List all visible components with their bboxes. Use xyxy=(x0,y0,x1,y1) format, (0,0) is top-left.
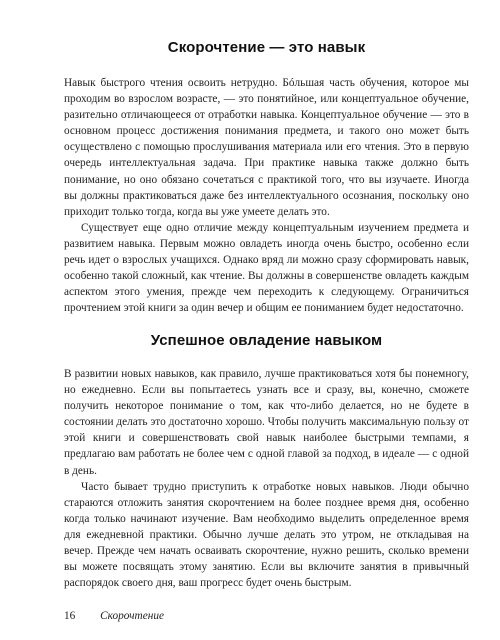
section-body-1 xyxy=(64,75,469,316)
section-body-2 xyxy=(64,366,469,591)
paragraph: Навык быстрого чтения освоить нетрудно. Бóльшая часть обучения, которое мы проходим во взрослом возрасте, — это понятийное, или концептуальное обучение, разительно отличающееся от отработки навыка. Концептуальное обучение — это в основном процесс достижения понимания предмета, и такого оно может быть осуществлено с помощью прослушивания материала или его чтения. Это в первую очередь интеллектуальная задача. При практике навыка также должно быть понимание, но оно обязано сочетаться с практикой того, что вы изучаете. Иногда вы должны практиковаться даже без интеллектуального осознания, поскольку оно приходит только тогда, когда вы уже умеете делать это. xyxy=(64,77,469,218)
page-footer xyxy=(64,610,164,622)
paragraph: В развитии новых навыков, как правило, лучше практиковаться хотя бы понемногу, но ежедневно. Если вы попытаетесь узнать все и сразу, вы, конечно, сможете получить некоторое понимание о том, как что-либо делается, но не будете в состоянии делать это достаточно хорошо. Чтобы получить максимальную пользу от этой книги и совершенствовать свой навык наиболее быстрыми темпами, я предлагаю вам работать не более чем с одной главой за подход, в идеале — с одной в день. xyxy=(64,368,469,477)
section-heading-2: Успешное овладение навыком xyxy=(150,332,383,349)
section-heading-1: Скорочтение — это навык xyxy=(167,39,366,56)
page-number: 16 xyxy=(64,610,76,622)
paragraph: Часто бывает трудно приступить к отработке новых навыков. Люди обычно стараются отложить занятия скорочтением на более позднее время дня, особенно когда только начинают изучение. Вам необходимо выделить определенное время для ежедневной практики. Обычно лучше делать это утром, не откладывая на вечер. Прежде чем начать осваивать скорочтение, нужно решить, сколько времени вы можете посвящать этому занятию. Если вы включите занятия в привычный распорядок своего дня, ваш прогресс будет очень быстрым. xyxy=(64,480,469,590)
paragraph: Существует еще одно отличие между концептуальным изучением предмета и развитием навыка. Первым можно овладеть иногда очень быстро, особенно если речь идет о взрослых учащихся. Однако вряд ли можно сразу сформировать навык, особенно такой сложный, как чтение. Вы должны в совершенстве овладеть каждым аспектом этого умения, прежде чем переходить к следующему. Ограничиться прочтением этой книги за один вечер и общим ее пониманием будет недостаточно. xyxy=(64,221,469,315)
running-title: Скорочтение xyxy=(100,610,164,622)
